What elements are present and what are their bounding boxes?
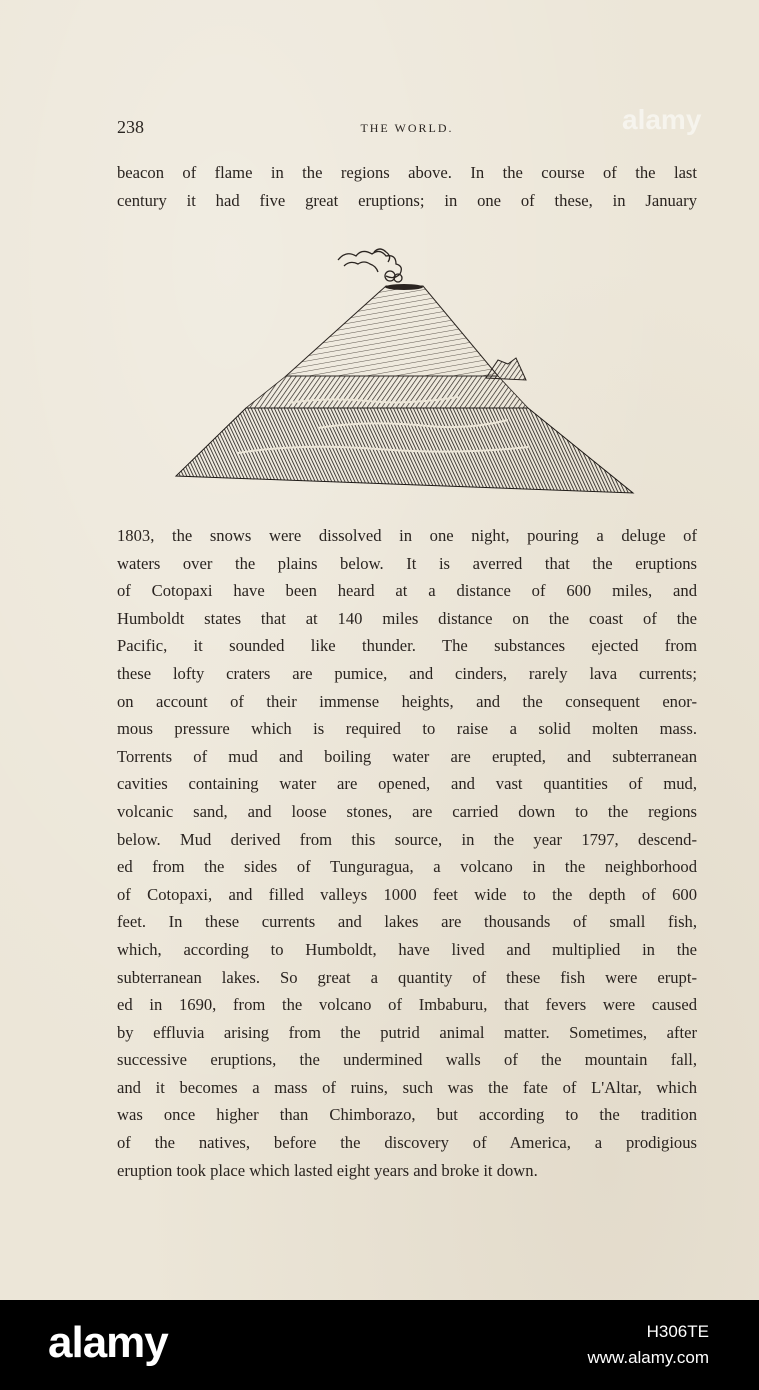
text-line: cavities containing water are opened, and vast quantities of mud, — [117, 774, 697, 794]
text-line: Torrents of mud and boiling water are erupted, and subterranean — [117, 746, 697, 766]
watermark-overlay: alamy — [622, 104, 702, 135]
text-line: mous pressure which is required to raise a solid molten mass. — [117, 719, 697, 739]
text-block-bottom — [117, 522, 697, 1184]
text-line: these lofty craters are pumice, and cinders, rarely lava currents; — [117, 663, 697, 683]
smoke-plume — [338, 249, 402, 282]
text-line: eruption took place which lasted eight years and broke it down. — [117, 1160, 538, 1180]
text-line: ed from the sides of Tunguragua, a volcano in the neighborhood — [117, 857, 697, 877]
text-line: beacon of flame in the regions above. In the course of the last — [117, 163, 697, 182]
text-line: by effluvia arising from the putrid animal matter. Sometimes, after — [117, 1022, 697, 1042]
image-id: H306TE — [646, 1322, 709, 1341]
brand-logo: alamy — [48, 1318, 168, 1367]
text-line: volcanic sand, and loose stones, are carried down to the regions — [117, 801, 697, 821]
text-line: of Cotopaxi have been heard at a distance of 600 miles, and — [117, 581, 697, 601]
text-line: below. Mud derived from this source, in the year 1797, descend- — [117, 829, 697, 849]
text-line: ed in 1690, from the volcano of Imbaburu, that fevers were caused — [117, 995, 697, 1015]
text-line: which, according to Humboldt, have lived and multiplied in the — [117, 939, 697, 959]
text-line: of the natives, before the discovery of America, a prodigious — [117, 1133, 697, 1153]
volcano-engraving — [168, 238, 643, 500]
secondary-peak — [486, 358, 526, 380]
text-line: Humboldt states that at 140 miles distance on the coast of the — [117, 608, 697, 628]
text-line: 1803, the snows were dissolved in one night, pouring a deluge of — [117, 526, 697, 545]
text-line: and it becomes a mass of ruins, such was the fate of L'Altar, which — [117, 1077, 697, 1097]
snow-cone — [286, 286, 498, 376]
page-header — [117, 117, 697, 139]
running-title: THE WORLD. — [360, 121, 454, 135]
crater-rim — [385, 284, 423, 290]
text-line: feet. In these currents and lakes are thousands of small fish, — [117, 912, 697, 932]
text-line: subterranean lakes. So great a quantity of these fish were erupt- — [117, 967, 697, 987]
text-block-top — [117, 159, 697, 214]
text-line: Pacific, it sounded like thunder. The substances ejected from — [117, 636, 697, 656]
site-url: www.alamy.com — [587, 1348, 709, 1367]
text-line: on account of their immense heights, and the consequent enor- — [117, 691, 697, 711]
text-line: of Cotopaxi, and filled valleys 1000 feet wide to the depth of 600 — [117, 884, 697, 904]
watermark-footer — [0, 1300, 759, 1390]
page-number: 238 — [117, 117, 144, 137]
text-line: was once higher than Chimborazo, but according to the tradition — [117, 1105, 697, 1125]
text-line: successive eruptions, the undermined walls of the mountain fall, — [117, 1050, 697, 1070]
text-line: waters over the plains below. It is averred that the eruptions — [117, 553, 697, 573]
text-line: century it had five great eruptions; in one of these, in January — [117, 190, 697, 210]
